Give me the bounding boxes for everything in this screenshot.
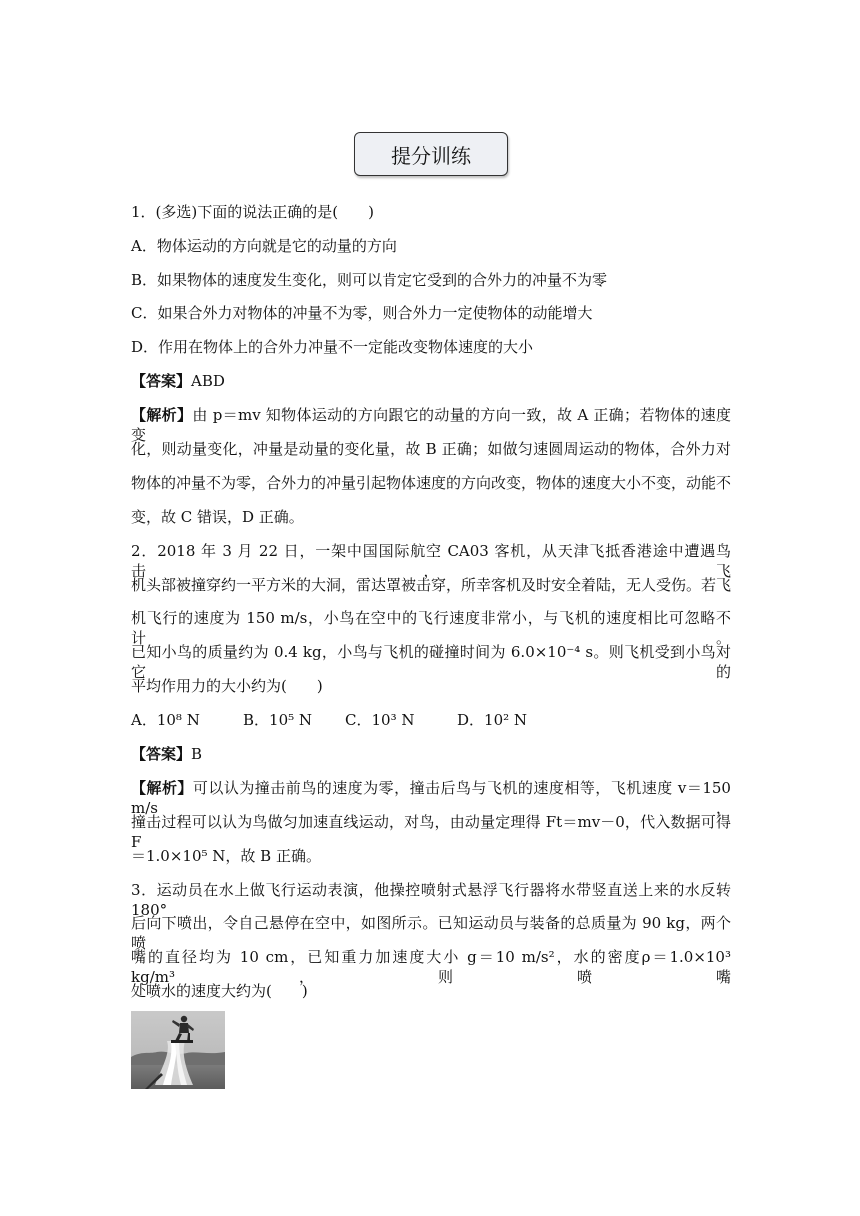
q2-option-c: C．10³ N bbox=[345, 711, 415, 729]
analysis-tag: 【解析】 bbox=[131, 406, 193, 424]
q2-option-b: B．10⁵ N bbox=[243, 711, 313, 729]
q2-stem-line-3: 机飞行的速度为 150 m/s，小鸟在空中的飞行速度非常小，与飞机的速度相比可忽略不计。 bbox=[131, 609, 731, 647]
q2-answer bbox=[131, 744, 731, 764]
q2-stem-line-4: 已知小鸟的质量约为 0.4 kg，小鸟与飞机的碰撞时间为 6.0×10⁻⁴ s。则飞机受到小鸟对它的 bbox=[131, 643, 731, 681]
q1-option-a: A．物体运动的方向就是它的动量的方向 bbox=[131, 237, 397, 255]
flyboard-photo-graphic bbox=[131, 1011, 225, 1089]
q2-analysis-line-2: 撞击过程可以认为鸟做匀加速直线运动，对鸟，由动量定理得 Ft＝mv－0，代入数据可得 F bbox=[131, 813, 731, 851]
q2-option-a: A．10⁸ N bbox=[131, 711, 200, 729]
q2-options bbox=[131, 710, 731, 730]
q2-answer-value: B bbox=[191, 745, 203, 763]
q1-option-d: D．作用在物体上的合外力冲量不一定能改变物体速度的大小 bbox=[131, 338, 534, 356]
q3-stem-line-3: 嘴的直径均为 10 cm，已知重力加速度大小 g＝10 m/s²，水的密度ρ＝1.0×10³ kg/m³，则喷嘴 bbox=[131, 948, 731, 986]
q1-stem: 1．(多选)下面的说法正确的是( ) bbox=[131, 203, 374, 221]
analysis-tag: 【解析】 bbox=[131, 779, 193, 797]
q1-answer bbox=[131, 371, 731, 391]
q2-stem-line-2: 机头部被撞穿约一平方米的大洞，雷达罩被击穿，所幸客机及时安全着陆，无人受伤。若飞 bbox=[131, 576, 732, 594]
q2-analysis-text-1: 可以认为撞击前鸟的速度为零，撞击后鸟与飞机的速度相等，飞机速度 v＝150 m/s， bbox=[131, 779, 731, 817]
answer-tag: 【答案】 bbox=[131, 372, 192, 390]
q1-analysis-line-4: 变，故 C 错误，D 正确。 bbox=[131, 508, 304, 526]
answer-tag: 【答案】 bbox=[131, 745, 192, 763]
q1-analysis-line-3: 物体的冲量不为零，合外力的冲量引起物体速度的方向改变，物体的速度大小不变，动能不 bbox=[131, 474, 732, 492]
q2-analysis-line-3: ＝1.0×10⁵ N，故 B 正确。 bbox=[131, 847, 321, 865]
q3-stem-line-1: 3．运动员在水上做飞行运动表演，他操控喷射式悬浮飞行器将水带竖直送上来的水反转 180° bbox=[131, 881, 731, 919]
q1-analysis-line-2: 化，则动量变化，冲量是动量的变化量，故 B 正确；如做匀速圆周运动的物体，合外力对 bbox=[131, 440, 731, 458]
flyboard-photo bbox=[131, 1011, 225, 1089]
q1-answer-value: ABD bbox=[191, 372, 225, 390]
q1-option-c: C．如果合外力对物体的冲量不为零，则合外力一定使物体的动能增大 bbox=[131, 304, 593, 322]
q1-analysis-text-1: 由 p＝mv 知物体运动的方向跟它的动量的方向一致，故 A 正确；若物体的速度变 bbox=[131, 406, 731, 444]
q3-stem-line-4: 处喷水的速度大约为( ) bbox=[131, 982, 308, 1000]
q2-stem-line-5: 平均作用力的大小约为( ) bbox=[131, 677, 323, 695]
q3-stem-line-2: 后向下喷出，令自己悬停在空中，如图所示。已知运动员与装备的总质量为 90 kg，两个喷 bbox=[131, 914, 731, 952]
q1-option-b: B．如果物体的速度发生变化，则可以肯定它受到的合外力的冲量不为零 bbox=[131, 271, 608, 289]
q2-option-d: D．10² N bbox=[457, 711, 528, 729]
q2-stem-line-1: 2．2018 年 3 月 22 日，一架中国国际航空 CA03 客机，从天津飞抵香港途中遭遇鸟击，飞 bbox=[131, 542, 731, 580]
section-title: 提分训练 bbox=[354, 132, 508, 176]
